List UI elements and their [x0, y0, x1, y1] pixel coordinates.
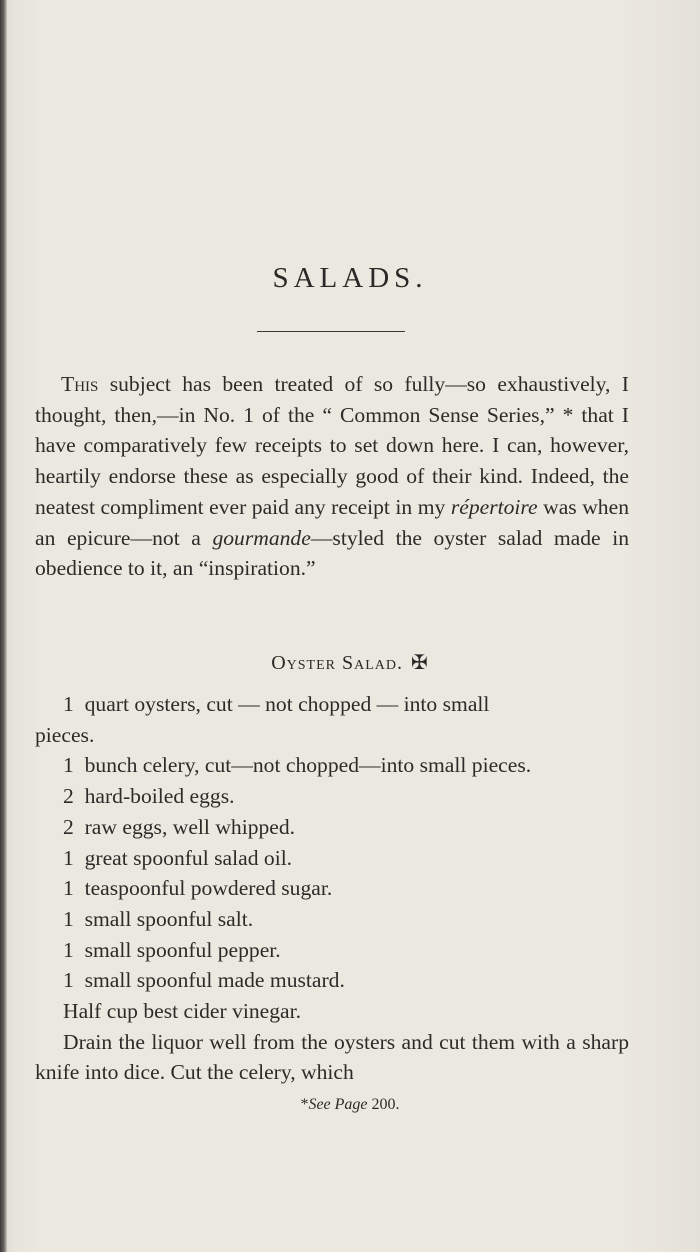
- intro-end: —styled the oyster salad made in obedience to it, an “inspiration.”: [35, 525, 630, 581]
- title-divider: [257, 331, 405, 332]
- ingredient-qty: 1: [63, 845, 74, 870]
- intro-mid: was when an epicure—not a: [35, 494, 629, 550]
- ingredient-text: bunch celery, cut—not chopped—into small pieces.: [84, 753, 532, 778]
- instruction-paragraph: Drain the liquor well from the oysters and cut them with a sharp knife into dice. Cut the celery, which: [35, 1029, 629, 1085]
- ingredient-item: [35, 843, 629, 874]
- ingredient-qty: 2: [63, 784, 74, 809]
- intro-lead-word: This: [61, 372, 99, 396]
- footnote: [0, 1096, 700, 1114]
- footnote-page: 200.: [371, 1096, 400, 1113]
- maltese-cross-icon: ✠: [411, 652, 429, 674]
- page-title: SALADS.: [272, 262, 428, 294]
- footnote-mark: *: [300, 1096, 309, 1113]
- recipe-heading-text: Oyster Salad.: [271, 652, 404, 674]
- ingredient-list: [35, 689, 629, 1088]
- ingredient-item: [35, 781, 629, 812]
- ingredient-qty: 1: [63, 876, 74, 901]
- ingredient-text: small spoonful salt.: [84, 906, 254, 931]
- intro-paragraph: [35, 369, 629, 584]
- ingredient-qty: 1: [63, 937, 74, 962]
- ingredient-qty: 1: [63, 753, 74, 778]
- book-spine-edge: [0, 0, 7, 1252]
- ingredient-text: hard-boiled eggs.: [84, 784, 235, 809]
- ingredient-text: small spoonful made mustard.: [84, 968, 345, 993]
- intro-body: subject has been treated of so fully—so exhaustively, I thought, then,—in No. 1 of the “ Common Sense Series,” * that I have comparatively few receipts to set down here. I can, however, heartily endorse these as especially good of their kind. Indeed, the neatest compliment ever paid any receipt in my: [35, 372, 629, 519]
- ingredient-item: [35, 812, 629, 843]
- ingredient-item: [35, 689, 629, 720]
- ingredient-item: [35, 935, 629, 966]
- ingredient-text: pieces.: [35, 722, 95, 747]
- ingredient-text: small spoonful pepper.: [84, 937, 281, 962]
- recipe-heading: [0, 650, 700, 675]
- ingredient-item: [35, 965, 629, 996]
- ingredient-continuation: [35, 720, 629, 751]
- ingredient-text: raw eggs, well whipped.: [84, 814, 296, 839]
- ingredient-qty: 2: [63, 814, 74, 839]
- ingredient-item: [35, 873, 629, 904]
- intro-italic-gourmande: gourmande: [212, 525, 311, 550]
- ingredient-text: great spoonful salad oil.: [84, 845, 293, 870]
- intro-italic-repertoire: répertoire: [450, 494, 538, 519]
- footnote-text: See Page: [308, 1096, 368, 1113]
- ingredient-qty: 1: [63, 692, 74, 716]
- ingredient-text: quart oysters, cut — not chopped — into small: [84, 692, 490, 716]
- ingredient-qty: 1: [63, 906, 74, 931]
- ingredient-text: teaspoonful powdered sugar.: [84, 876, 333, 901]
- ingredient-item: [35, 904, 629, 935]
- ingredient-item: [35, 750, 629, 781]
- ingredient-qty: 1: [63, 968, 74, 993]
- vinegar-line: Half cup best cider vinegar.: [63, 999, 302, 1024]
